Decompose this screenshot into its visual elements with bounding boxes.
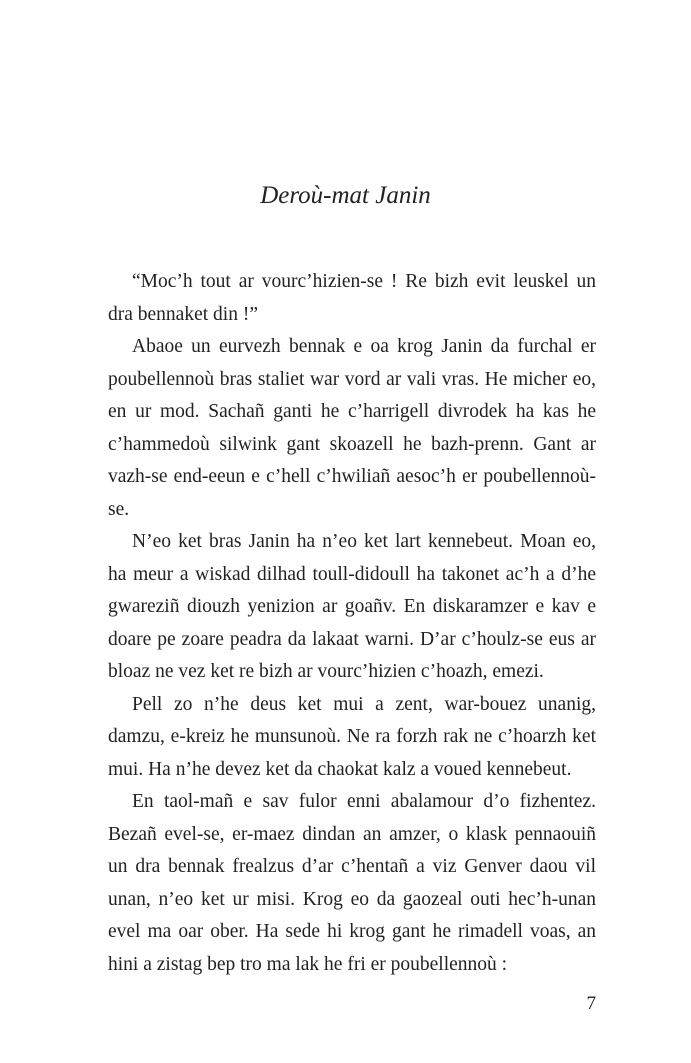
paragraph: N’eo ket bras Janin ha n’eo ket lart kennebeut. Moan eo, ha meur a wiskad dilhad toull-didoull ha takonet ac’h a d’he gwareziñ diouzh yenizion ar goañv. En diskaramzer e kav e doare pe zoare peadra da lakaat warni. D’ar c’houlz-se eus ar bloaz ne vez ket re bizh ar vourc’hizien c’hoazh, emezi. — [108, 531, 596, 682]
paragraph: Abaoe un eurvezh bennak e oa krog Janin da furchal er poubellennoù bras staliet war vord ar vali vras. He micher eo, en ur mod. Sachañ ganti he c’harrigell divrodek ha kas he c’hammedoù silwink gant skoazell he bazh-prenn. Gant ar vazh-se end-eeun e c’hell c’hwiliañ aesoc’h er poubellennoù-se. — [108, 336, 596, 520]
chapter-body — [108, 266, 596, 981]
chapter-title: Deroù-mat Janin — [260, 182, 431, 209]
paragraph: Pell zo n’he deus ket mui a zent, war-bouez unanig, damzu, e-kreiz he munsunoù. Ne ra forzh rak ne c’hoarzh ket mui. Ha n’he devez ket da chaokat kalz a voued kennebeut. — [108, 693, 596, 780]
paragraph: En taol-mañ e sav fulor enni abalamour d’o fizhentez. Bezañ evel-se, er-maez dindan an amzer, o klask pennaouiñ un dra bennak frealzus d’ar c’hentañ a viz Genver daou vil unan, n’eo ket ur misi. Krog eo da gaozeal outi hec’h-unan evel ma oar ober. Ha sede hi krog gant he rimadell voas, an hini a zistag bep tro ma lak he fri er poubellennoù : — [108, 791, 596, 975]
page-number: 7 — [586, 993, 596, 1014]
paragraph: “Moc’h tout ar vourc’hizien-se ! Re bizh evit leuskel un dra bennaket din !” — [108, 271, 596, 325]
